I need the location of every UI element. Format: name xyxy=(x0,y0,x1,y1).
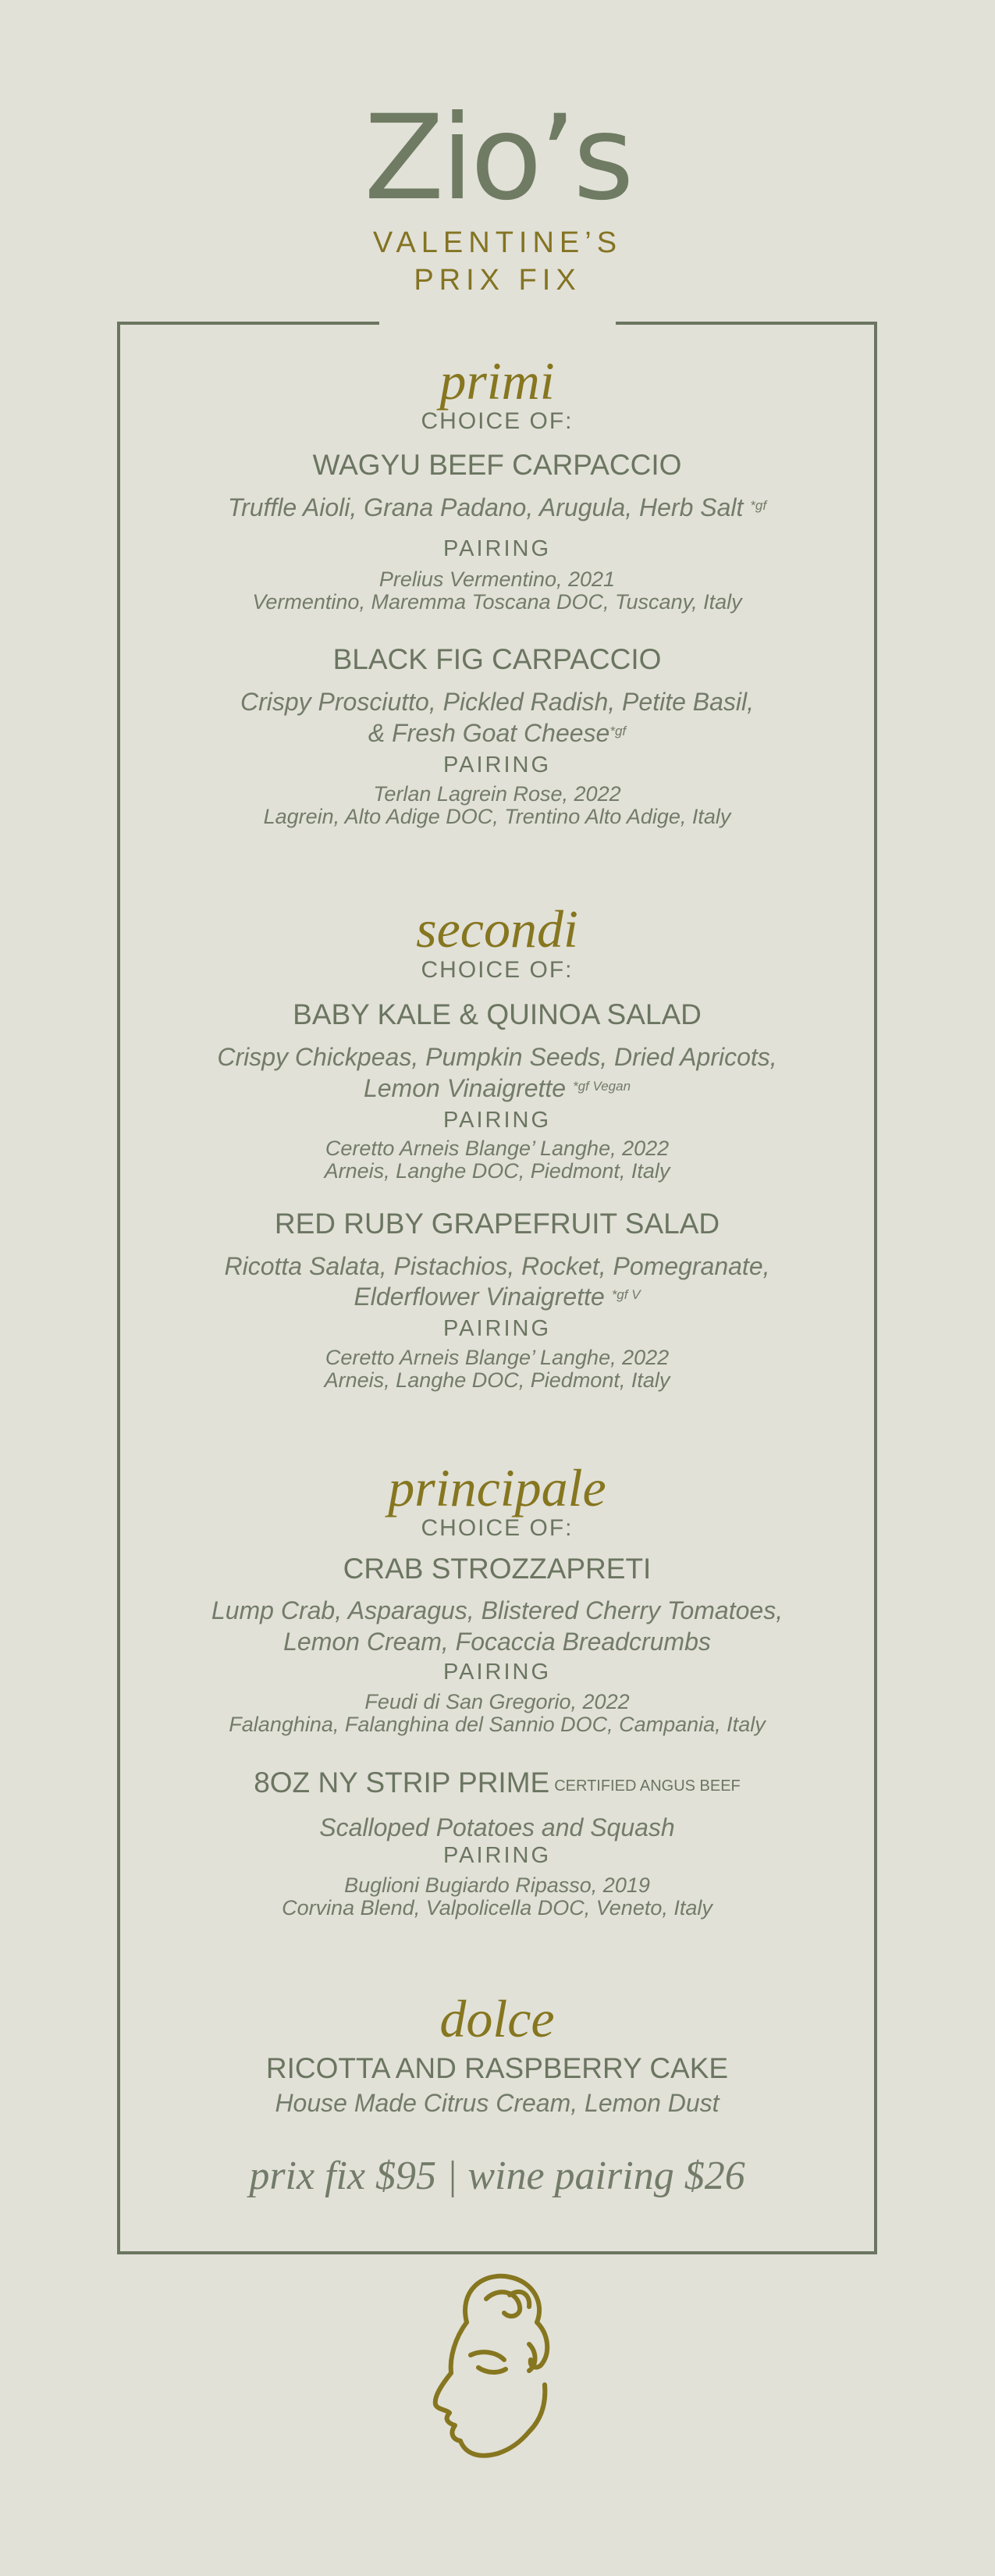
dish-description: Truffle Aioli, Grana Padano, Arugula, Herb Salt $^{*gf}$ xyxy=(227,493,767,521)
dish-description: Crispy Chickpeas, Pumpkin Seeds, Dried Apricots, xyxy=(217,1043,777,1071)
wine-region: Arneis, Langhe DOC, Piedmont, Italy xyxy=(324,1368,670,1392)
dish-name: CRAB STROZZAPRETI xyxy=(343,1553,652,1585)
dish-name: RED RUBY GRAPEFRUIT SALAD xyxy=(274,1208,720,1240)
wine-name: Feudi di San Gregorio, 2022 xyxy=(364,1690,630,1713)
dish-name: BLACK FIG CARPACCIO xyxy=(332,643,662,675)
dish-name: BABY KALE & QUINOA SALAD xyxy=(293,998,702,1030)
pairing-label: PAIRING xyxy=(442,1316,552,1341)
certified-tag: CERTIFIED ANGUS BEEF xyxy=(554,1777,741,1795)
wine-name: Prelius Vermentino, 2021 xyxy=(378,568,616,591)
section-title-dolce: dolce xyxy=(439,1989,555,2048)
wine-region: Vermentino, Maremma Toscana DOC, Tuscany, Italy xyxy=(252,590,742,614)
dish-description: House Made Citrus Cream, Lemon Dust xyxy=(275,2089,720,2117)
wine-name: Ceretto Arneis Blange’ Langhe, 2022 xyxy=(325,1346,670,1369)
dish-description: Ricotta Salata, Pistachios, Rocket, Pomegranate, xyxy=(224,1252,770,1280)
logo: Zio’s xyxy=(364,91,631,226)
section-title-secondi: secondi xyxy=(416,899,578,959)
dish-description: Lemon Vinaigrette $^{*gf Vegan}$ xyxy=(363,1074,631,1102)
pairing-label: PAIRING xyxy=(442,1108,552,1133)
frame-top-left xyxy=(117,322,379,325)
wine-region: Corvina Blend, Valpolicella DOC, Veneto, Italy xyxy=(282,1896,712,1920)
choice-label: CHOICE OF: xyxy=(421,408,574,434)
dietary-note: *gf Vegan xyxy=(572,1079,631,1094)
dish-name: RICOTTA AND RASPBERRY CAKE xyxy=(265,2052,729,2084)
dish-description: Crispy Prosciutto, Pickled Radish, Petite Basil, xyxy=(240,688,755,716)
subtitle-line-2: PRIX FIX xyxy=(414,264,581,297)
dish-description: Elderflower Vinaigrette $^{*gf V}$ xyxy=(354,1283,641,1311)
choice-label: CHOICE OF: xyxy=(421,1515,574,1541)
wine-name: Buglioni Bugiardo Ripasso, 2019 xyxy=(344,1873,650,1897)
wine-region: Arneis, Langhe DOC, Piedmont, Italy xyxy=(324,1159,670,1183)
pairing-label: PAIRING xyxy=(442,536,552,561)
pairing-label: PAIRING xyxy=(442,1843,552,1868)
wine-name: Ceretto Arneis Blange’ Langhe, 2022 xyxy=(325,1137,670,1160)
face-illustration-icon xyxy=(412,2268,584,2463)
dish-description: Lump Crab, Asparagus, Blistered Cherry Tomatoes, xyxy=(211,1596,784,1624)
dish-name: WAGYU BEEF CARPACCIO xyxy=(312,449,682,481)
price-line: prix fix $95 | wine pairing $26 xyxy=(249,2154,745,2198)
subtitle-line-1: VALENTINE’S xyxy=(372,226,623,259)
section-title-primi: primi xyxy=(439,351,555,411)
frame-top-right xyxy=(616,322,877,325)
pairing-label: PAIRING xyxy=(442,1660,552,1685)
section-title-principale: principale xyxy=(388,1458,606,1517)
dietary-note: *gf V xyxy=(611,1287,641,1302)
wine-region: Falanghina, Falanghina del Sannio DOC, Campania, Italy xyxy=(229,1713,766,1736)
pairing-label: PAIRING xyxy=(442,753,552,777)
choice-label: CHOICE OF: xyxy=(421,957,574,983)
dietary-note: *gf xyxy=(750,498,767,513)
dish-name: 8OZ NY STRIP PRIME $^{CERTIFIED ANGUS BEEF}$ xyxy=(254,1767,741,1799)
dish-description: Lemon Cream, Focaccia Breadcrumbs xyxy=(283,1628,711,1656)
wine-region: Lagrein, Alto Adige DOC, Trentino Alto Adige, Italy xyxy=(263,805,731,828)
dietary-note: *gf xyxy=(609,724,627,738)
wine-name: Terlan Lagrein Rose, 2022 xyxy=(373,782,621,806)
dish-description: & Fresh Goat Cheese$^{*gf}$ xyxy=(368,719,627,747)
dish-description: Scalloped Potatoes and Squash xyxy=(319,1813,675,1841)
